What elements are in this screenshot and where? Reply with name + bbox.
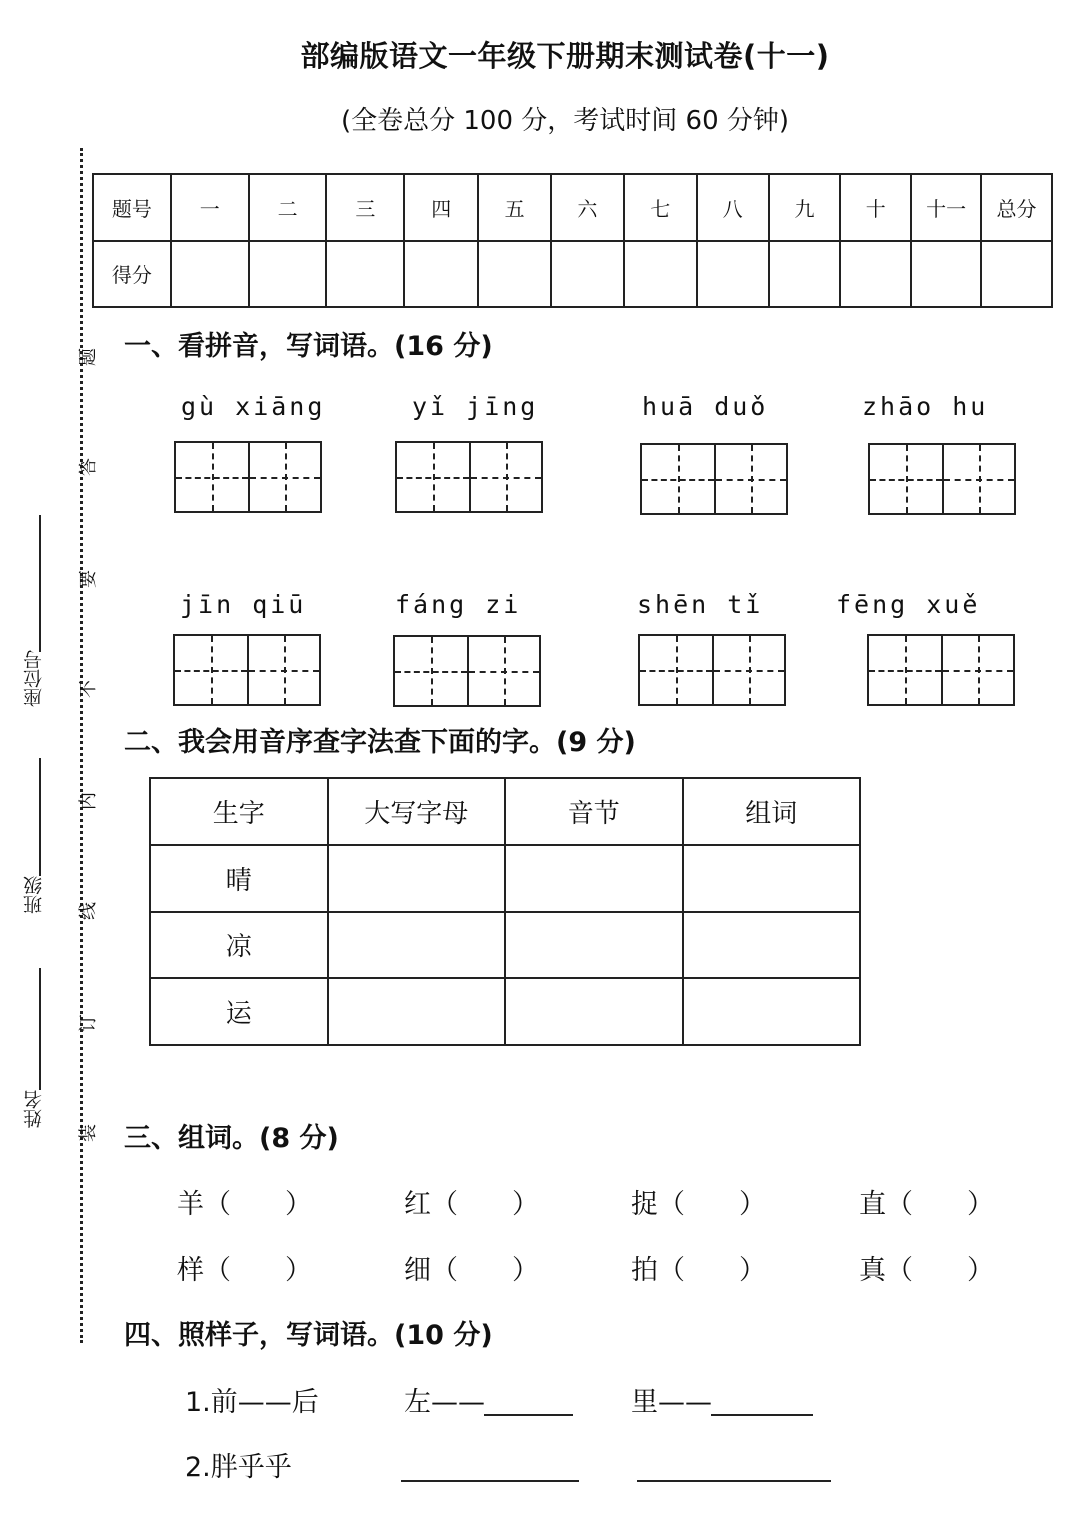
word-group-item[interactable]: 羊（ ） <box>177 1189 312 1220</box>
exercise-prompt: 里—— <box>631 1387 712 1418</box>
example-pair: 1.前——后 <box>185 1387 319 1418</box>
word-group-item[interactable]: 样（ ） <box>177 1255 312 1286</box>
word-group-item[interactable]: 捉（ ） <box>631 1189 766 1220</box>
lookup-answer-cell[interactable] <box>328 978 506 1045</box>
score-header-cell: 二 <box>249 174 327 241</box>
lookup-header-cell: 生字 <box>150 778 328 845</box>
writing-grid[interactable] <box>868 443 1016 515</box>
answer-blank[interactable] <box>401 1480 579 1482</box>
margin-char: 线 <box>78 902 99 920</box>
grid-cell[interactable] <box>640 636 712 704</box>
binding-dotted-line <box>80 148 83 1343</box>
writing-grid[interactable] <box>638 634 786 706</box>
score-input-cell[interactable] <box>404 241 478 308</box>
score-header-row <box>93 174 1052 241</box>
score-header-cell: 一 <box>171 174 249 241</box>
score-label-cell: 得分 <box>93 241 171 308</box>
grid-cell[interactable] <box>469 443 541 511</box>
lookup-header-cell: 大写字母 <box>328 778 506 845</box>
lookup-char-cell: 凉 <box>150 912 328 979</box>
lookup-table <box>149 777 861 1046</box>
margin-char: 内 <box>78 792 99 810</box>
grid-cell[interactable] <box>467 637 539 705</box>
score-header-cell: 六 <box>551 174 624 241</box>
lookup-row <box>150 912 860 979</box>
lookup-char-cell: 运 <box>150 978 328 1045</box>
score-input-cell[interactable] <box>697 241 769 308</box>
grid-cell[interactable] <box>714 445 786 513</box>
score-input-cell[interactable] <box>840 241 911 308</box>
section1-heading: 一、看拼音，写词语。(16 分) <box>124 331 493 362</box>
grid-cell[interactable] <box>247 636 319 704</box>
example-word: 2.胖乎乎 <box>185 1452 292 1483</box>
class-blank-line[interactable] <box>39 758 41 876</box>
score-header-cell: 题号 <box>93 174 171 241</box>
lookup-row <box>150 978 860 1045</box>
lookup-answer-cell[interactable] <box>505 912 683 979</box>
seat-blank-line[interactable] <box>39 515 41 652</box>
grid-cell[interactable] <box>870 445 942 513</box>
score-header-cell: 八 <box>697 174 769 241</box>
writing-grid[interactable] <box>395 441 543 513</box>
writing-grid[interactable] <box>173 634 321 706</box>
page-subtitle: (全卷总分 100 分，考试时间 60 分钟) <box>340 106 790 136</box>
margin-char: 订 <box>78 1014 99 1032</box>
lookup-answer-cell[interactable] <box>505 845 683 912</box>
pinyin-label: jīn qiū <box>180 590 307 619</box>
word-group-item[interactable]: 真（ ） <box>859 1255 994 1286</box>
margin-char: 题 <box>78 348 99 366</box>
grid-cell[interactable] <box>176 443 248 511</box>
name-blank-line[interactable] <box>39 968 41 1090</box>
writing-grid[interactable] <box>640 443 788 515</box>
score-input-cell[interactable] <box>981 241 1052 308</box>
pinyin-label: gù xiāng <box>181 392 326 421</box>
section4-heading: 四、照样子，写词语。(10 分) <box>124 1320 493 1351</box>
grid-cell[interactable] <box>941 636 1013 704</box>
lookup-char-cell: 晴 <box>150 845 328 912</box>
lookup-answer-cell[interactable] <box>683 978 861 1045</box>
score-header-cell: 九 <box>769 174 841 241</box>
score-header-cell: 七 <box>624 174 697 241</box>
pinyin-label: huā duǒ <box>642 392 769 421</box>
score-table <box>92 173 1053 308</box>
word-group-item[interactable]: 红（ ） <box>404 1189 539 1220</box>
margin-char: 答 <box>78 458 99 476</box>
lookup-answer-cell[interactable] <box>505 978 683 1045</box>
pinyin-label: yǐ jīng <box>412 392 539 421</box>
writing-grid[interactable] <box>867 634 1015 706</box>
seat-label: 座位号 <box>23 650 45 707</box>
section3-heading: 三、组词。(8 分) <box>124 1123 339 1154</box>
lookup-header-row <box>150 778 860 845</box>
score-input-cell[interactable] <box>624 241 697 308</box>
grid-cell[interactable] <box>248 443 320 511</box>
name-label: 姓名 <box>23 1090 45 1128</box>
score-header-cell: 十 <box>840 174 911 241</box>
section2-heading: 二、我会用音序查字法查下面的字。(9 分) <box>124 727 636 758</box>
lookup-header-cell: 音节 <box>505 778 683 845</box>
writing-grid[interactable] <box>393 635 541 707</box>
score-header-cell: 三 <box>326 174 404 241</box>
score-input-cell[interactable] <box>249 241 327 308</box>
class-label: 班级 <box>23 876 45 914</box>
score-input-cell[interactable] <box>326 241 404 308</box>
grid-cell[interactable] <box>942 445 1014 513</box>
score-input-cell[interactable] <box>911 241 981 308</box>
word-group-item[interactable]: 细（ ） <box>404 1255 539 1286</box>
margin-char: 不 <box>78 680 99 698</box>
score-value-row <box>93 241 1052 308</box>
lookup-row <box>150 845 860 912</box>
score-input-cell[interactable] <box>478 241 551 308</box>
margin-char: 要 <box>78 570 99 588</box>
pinyin-label: shēn tǐ <box>637 590 764 619</box>
grid-cell[interactable] <box>869 636 941 704</box>
exercise-prompt: 左—— <box>404 1387 485 1418</box>
score-input-cell[interactable] <box>551 241 624 308</box>
word-group-item[interactable]: 拍（ ） <box>631 1255 766 1286</box>
grid-cell[interactable] <box>395 637 467 705</box>
answer-blank[interactable] <box>711 1414 813 1416</box>
grid-cell[interactable] <box>642 445 714 513</box>
answer-blank[interactable] <box>637 1480 831 1482</box>
grid-cell[interactable] <box>712 636 784 704</box>
pinyin-label: fáng zi <box>395 590 522 619</box>
score-header-cell: 十一 <box>911 174 981 241</box>
score-header-cell: 五 <box>478 174 551 241</box>
score-header-cell: 四 <box>404 174 478 241</box>
word-group-item[interactable]: 直（ ） <box>859 1189 994 1220</box>
lookup-answer-cell[interactable] <box>683 912 861 979</box>
pinyin-label: zhāo hu <box>862 392 989 421</box>
pinyin-label: fēng xuě <box>836 590 981 619</box>
margin-char: 装 <box>78 1124 99 1142</box>
score-header-cell: 总分 <box>981 174 1052 241</box>
lookup-answer-cell[interactable] <box>328 845 506 912</box>
grid-cell[interactable] <box>397 443 469 511</box>
lookup-header-cell: 组词 <box>683 778 861 845</box>
answer-blank[interactable] <box>484 1414 573 1416</box>
grid-cell[interactable] <box>175 636 247 704</box>
writing-grid[interactable] <box>174 441 322 513</box>
page-title: 部编版语文一年级下册期末测试卷(十一) <box>300 39 830 73</box>
lookup-answer-cell[interactable] <box>683 845 861 912</box>
score-input-cell[interactable] <box>769 241 841 308</box>
lookup-answer-cell[interactable] <box>328 912 506 979</box>
score-input-cell[interactable] <box>171 241 249 308</box>
